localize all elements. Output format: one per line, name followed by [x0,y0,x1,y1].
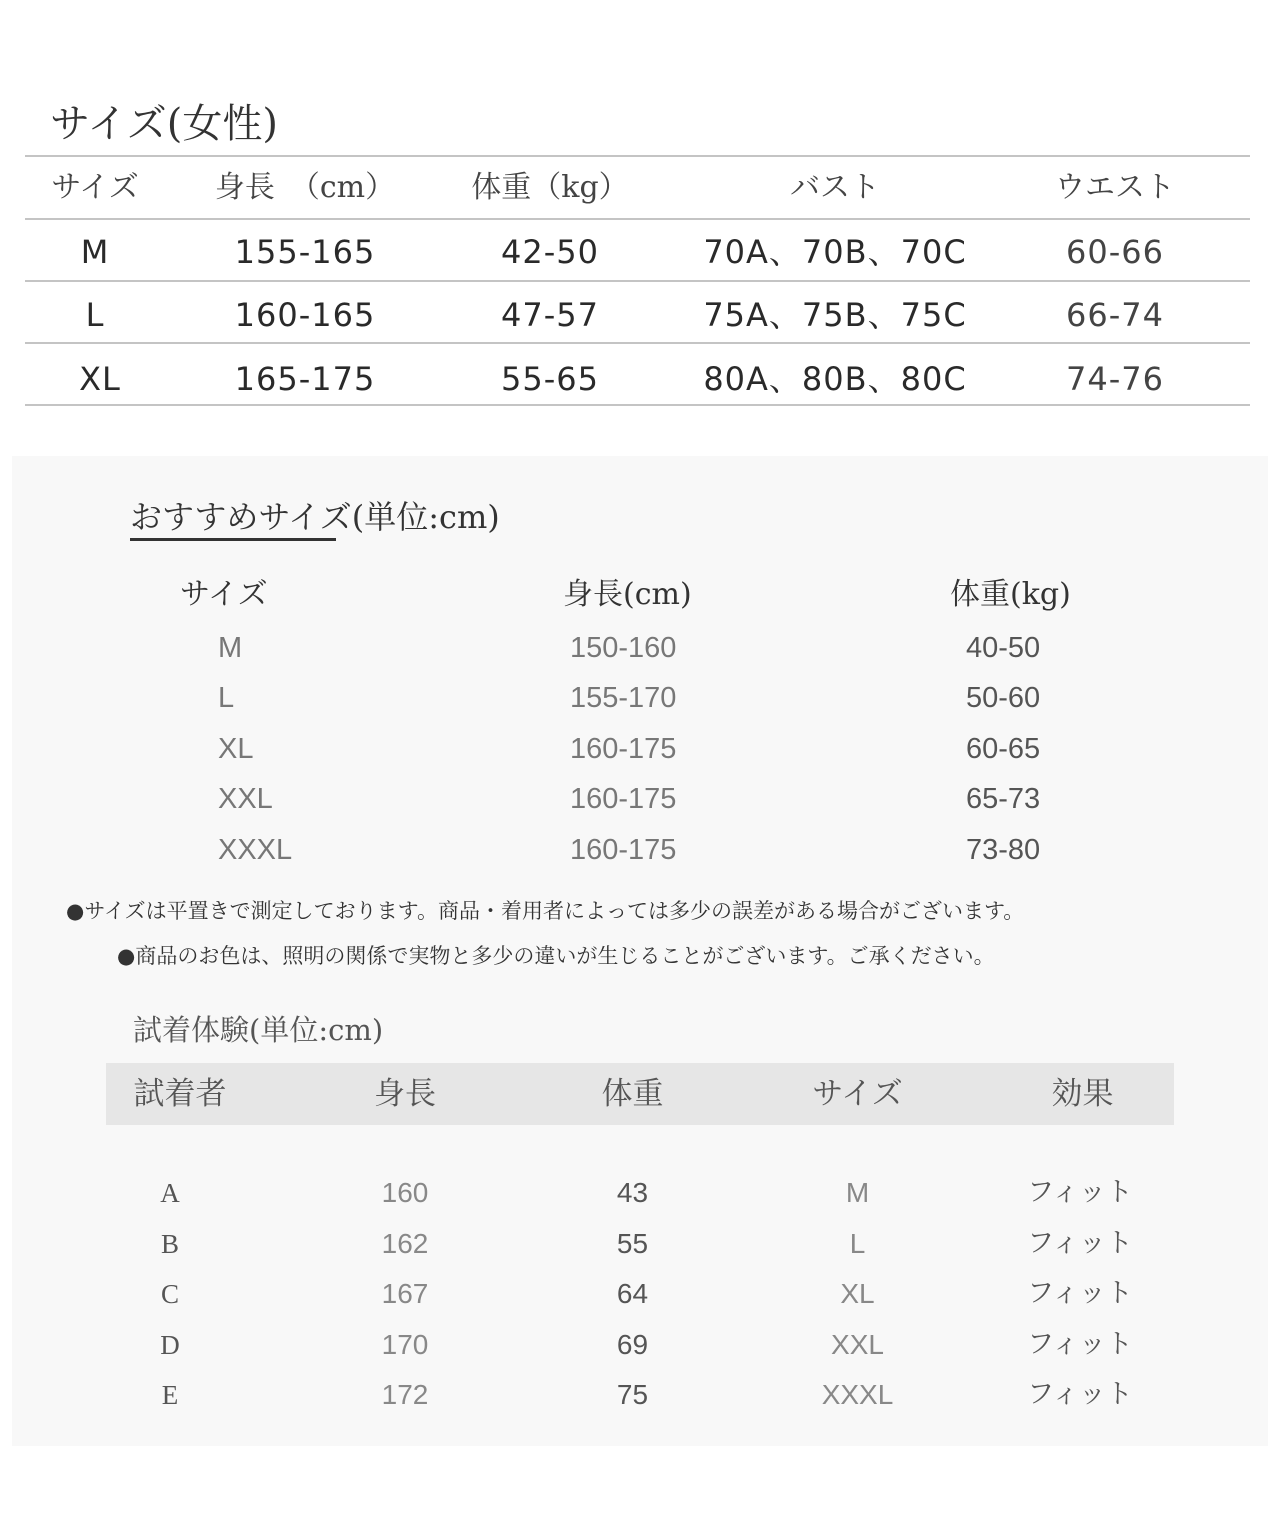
size-cell: XL [218,733,254,765]
recommended-header-row [0,570,1280,620]
size-cell: M [845,1177,870,1208]
table-row [0,724,1280,774]
fitting-experience-title: 試着体験(単位:cm) [133,1013,384,1047]
col-header-size: サイズ [51,170,139,205]
tester-cell: E [161,1380,179,1410]
tester-cell: B [160,1229,179,1259]
height-cell: 162 [381,1228,429,1259]
note-color: ●商品のお色は、照明の関係で実物と多少の違いが生じることがございます。ご承ください。 [117,944,995,968]
recommended-size-title: おすすめサイズ(単位:cm) [130,498,500,536]
weight-cell: 43 [616,1177,649,1208]
col-header-weight: 体重(kg) [950,577,1071,612]
col-header-weight: 体重 [601,1076,664,1112]
bust-cell: 70A、70B、70C [703,233,967,271]
fitting-header-row [0,1069,1280,1119]
col-header-weight: 体重（kg） [471,170,629,205]
divider [25,342,1250,344]
size-cell: XL [840,1278,875,1309]
bust-cell: 75A、75B、75C [703,296,967,334]
effect-cell: フィット [1027,1278,1133,1309]
weight-cell: 69 [616,1329,649,1360]
table-row [0,1370,1280,1420]
table-row [0,1219,1280,1269]
table-row [0,623,1280,673]
col-header-size: サイズ [812,1076,903,1112]
col-header-height: 身長 [374,1076,436,1112]
divider [25,280,1250,282]
col-header-bust: バスト [790,170,880,205]
size-cell: M [218,632,243,664]
tester-cell: D [160,1330,180,1360]
col-header-height: 身長(cm) [563,577,692,612]
height-cell: 160-175 [570,834,677,866]
height-cell: 160-175 [570,733,677,765]
effect-cell: フィット [1027,1329,1133,1360]
size-cell: XXL [218,783,273,815]
height-cell: 170 [381,1329,429,1360]
table-row [25,348,1250,410]
effect-cell: フィット [1027,1228,1133,1259]
weight-cell: 40-50 [966,632,1041,664]
table-row [0,1269,1280,1319]
height-cell: 155-170 [570,682,677,714]
title-underline [130,538,336,541]
table-row [0,673,1280,723]
col-header-size: サイズ [180,577,268,612]
weight-cell: 73-80 [966,834,1041,866]
height-cell: 160 [381,1177,429,1208]
divider [25,218,1250,220]
weight-cell: 75 [616,1379,649,1410]
height-cell: 160-175 [570,783,677,815]
height-cell: 160-165 [234,296,376,334]
size-cell: XXXL [821,1379,894,1410]
weight-cell: 65-73 [966,783,1041,815]
table-row [25,221,1250,283]
waist-cell: 60-66 [1066,233,1164,271]
weight-cell: 60-65 [966,733,1041,765]
table-row [0,1320,1280,1370]
effect-cell: フィット [1027,1177,1133,1208]
weight-cell: 47-57 [501,296,599,334]
col-header-effect: 効果 [1051,1076,1114,1112]
note-measurement: ●サイズは平置きで測定しております。商品・着用者によっては多少の誤差がある場合がございます。 [66,899,1025,923]
bust-cell: 80A、80B、80C [703,360,967,398]
tester-cell: C [160,1279,179,1309]
col-header-tester: 試着者 [133,1076,227,1112]
height-cell: 167 [381,1278,429,1309]
women-size-title: サイズ(女性) [50,101,279,147]
weight-cell: 55 [616,1228,649,1259]
col-header-waist: ウエスト [1055,170,1175,205]
weight-cell: 50-60 [966,682,1041,714]
table-row [0,825,1280,875]
waist-cell: 74-76 [1066,360,1164,398]
tester-cell: A [160,1178,180,1208]
weight-cell: 55-65 [501,360,599,398]
height-cell: 172 [381,1379,429,1410]
height-cell: 165-175 [234,360,376,398]
size-cell: L [85,296,105,334]
size-cell: XXL [831,1329,884,1360]
women-size-header-row [25,157,1250,219]
table-row [0,774,1280,824]
waist-cell: 66-74 [1066,296,1164,334]
weight-cell: 42-50 [501,233,599,271]
table-row [0,1168,1280,1218]
size-cell: XL [79,360,121,398]
divider [25,404,1250,406]
col-header-height: 身長 （cm） [214,170,396,205]
height-cell: 150-160 [570,632,677,664]
weight-cell: 64 [616,1278,649,1309]
height-cell: 155-165 [234,233,376,271]
size-cell: L [218,682,235,714]
effect-cell: フィット [1027,1379,1133,1410]
size-cell: L [849,1228,866,1259]
size-cell: XXXL [218,834,293,866]
size-cell: M [80,233,110,271]
table-row [25,284,1250,346]
